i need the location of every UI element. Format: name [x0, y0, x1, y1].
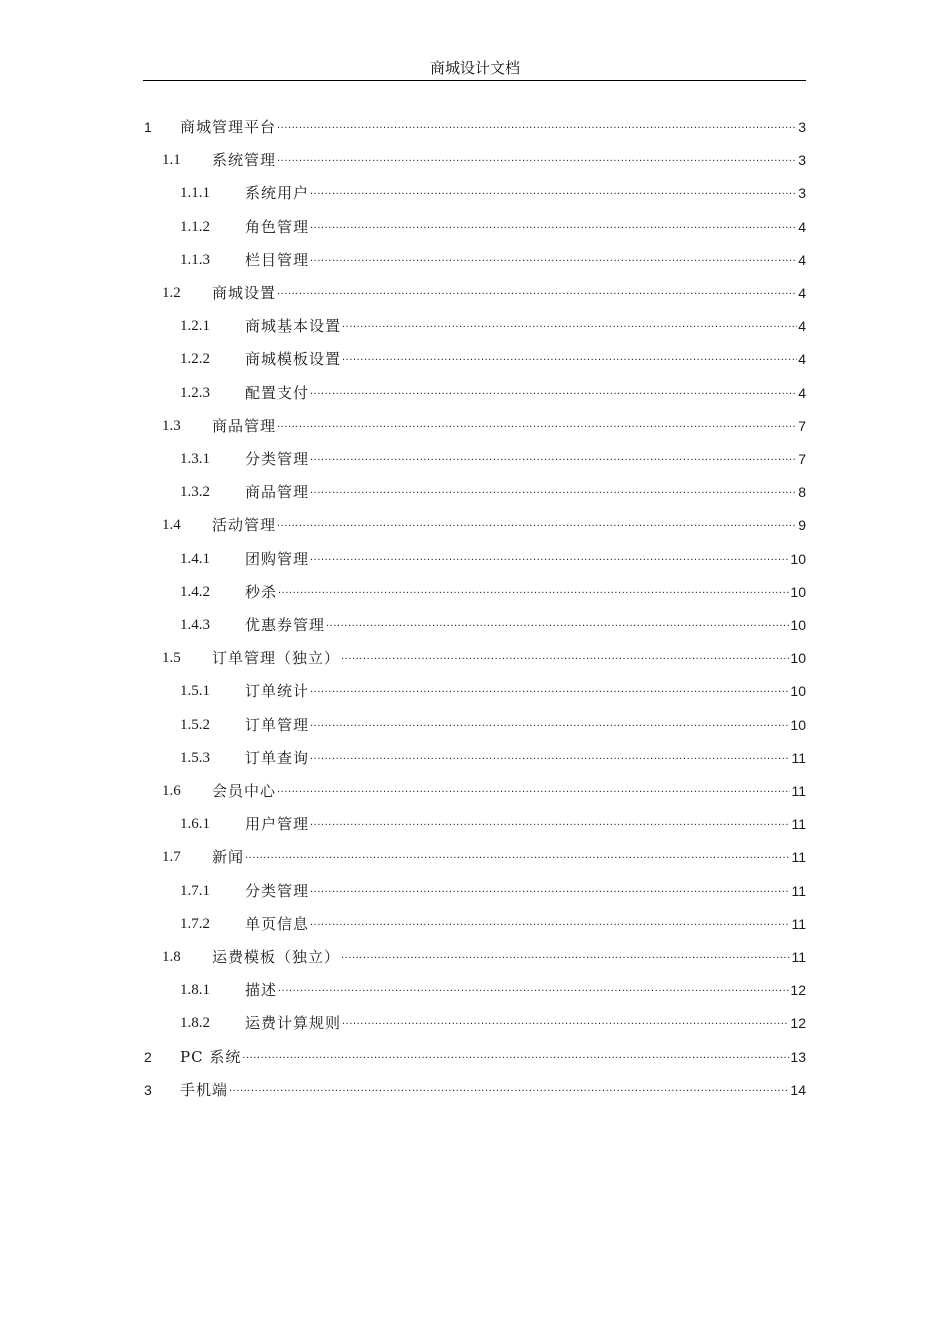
toc-entry-number: 1.2.3: [180, 384, 210, 401]
toc-entry-page-number: 9: [798, 516, 806, 533]
toc-dot-leader: [310, 814, 790, 834]
toc-dot-leader: [310, 748, 790, 768]
header-divider: [143, 80, 806, 81]
toc-entry[interactable]: [144, 110, 806, 143]
toc-entry-number: 1.4.1: [180, 550, 210, 567]
toc-entry-page-number: 11: [791, 948, 806, 965]
toc-entry-number: 1.2.2: [180, 350, 210, 367]
toc-entry-title: PC 系统: [180, 1047, 242, 1066]
toc-entry[interactable]: [180, 176, 806, 209]
toc-entry-title: 订单管理: [245, 715, 310, 734]
toc-entry-page-number: 11: [791, 848, 806, 865]
toc-entry-title: 系统管理: [212, 150, 277, 169]
toc-entry-title: 角色管理: [245, 217, 310, 236]
toc-dot-leader: [310, 914, 790, 934]
toc-entry-page-number: 10: [790, 682, 806, 699]
toc-entry[interactable]: [180, 708, 806, 741]
toc-dot-leader: [342, 1013, 789, 1033]
toc-entry-page-number: 7: [798, 417, 806, 434]
toc-entry-page-number: 11: [791, 749, 806, 766]
toc-entry-page-number: 4: [798, 350, 806, 367]
toc-dot-leader: [277, 117, 797, 137]
toc-entry[interactable]: [180, 342, 806, 375]
toc-dot-leader: [310, 250, 797, 270]
toc-entry-page-number: 10: [790, 616, 806, 633]
toc-entry-page-number: 11: [791, 915, 806, 932]
toc-entry-page-number: 11: [791, 882, 806, 899]
toc-entry-page-number: 11: [791, 815, 806, 832]
toc-entry-page-number: 10: [790, 583, 806, 600]
toc-entry-page-number: 12: [790, 981, 806, 998]
toc-dot-leader: [341, 648, 789, 668]
toc-entry[interactable]: [162, 143, 806, 176]
toc-entry-title: 运费模板（独立）: [212, 947, 341, 966]
toc-entry-title: 分类管理: [245, 449, 310, 468]
toc-entry[interactable]: [162, 276, 806, 309]
toc-dot-leader: [229, 1080, 789, 1100]
toc-dot-leader: [277, 416, 797, 436]
toc-dot-leader: [242, 1047, 789, 1067]
toc-entry[interactable]: [180, 1006, 806, 1039]
toc-entry-title: 运费计算规则: [245, 1013, 342, 1032]
toc-entry-title: 系统用户: [245, 183, 310, 202]
toc-entry-page-number: 10: [790, 716, 806, 733]
toc-entry-title: 商城管理平台: [180, 117, 277, 136]
toc-entry[interactable]: [180, 575, 806, 608]
toc-entry-page-number: 3: [798, 151, 806, 168]
toc-entry-page-number: 10: [790, 550, 806, 567]
toc-dot-leader: [342, 316, 797, 336]
toc-dot-leader: [310, 881, 790, 901]
toc-entry-page-number: 10: [790, 649, 806, 666]
toc-entry-title: 商品管理: [245, 482, 310, 501]
toc-dot-leader: [310, 183, 797, 203]
toc-entry[interactable]: [180, 442, 806, 475]
toc-entry-page-number: 4: [798, 384, 806, 401]
toc-dot-leader: [277, 515, 797, 535]
toc-entry-number: 1.8.1: [180, 981, 210, 998]
toc-entry-number: 1.6: [162, 782, 181, 799]
toc-entry-number: 1.5.1: [180, 682, 210, 699]
toc-entry[interactable]: [144, 1073, 806, 1106]
toc-entry-number: 1.2: [162, 284, 181, 301]
toc-entry-title: 订单管理（独立）: [212, 648, 341, 667]
toc-dot-leader: [326, 615, 789, 635]
toc-entry-number: 3: [144, 1081, 152, 1098]
toc-entry-title: 优惠券管理: [245, 615, 326, 634]
toc-dot-leader: [310, 449, 797, 469]
toc-entry-number: 1.3: [162, 417, 181, 434]
toc-entry[interactable]: [180, 309, 806, 342]
toc-dot-leader: [277, 283, 797, 303]
toc-entry[interactable]: [144, 1040, 806, 1073]
toc-entry-number: 1.4.2: [180, 583, 210, 600]
toc-entry-page-number: 4: [798, 284, 806, 301]
toc-entry-number: 1.1.3: [180, 251, 210, 268]
toc-entry-number: 1.1.2: [180, 218, 210, 235]
toc-entry-number: 1.1.1: [180, 184, 210, 201]
toc-entry[interactable]: [162, 774, 806, 807]
toc-entry-page-number: 4: [798, 317, 806, 334]
toc-dot-leader: [310, 715, 789, 735]
toc-entry-page-number: 11: [791, 782, 806, 799]
toc-entry-title: 商城基本设置: [245, 316, 342, 335]
toc-entry-title: 新闻: [212, 847, 245, 866]
toc-entry[interactable]: [162, 409, 806, 442]
toc-entry-number: 1.3.2: [180, 483, 210, 500]
toc-dot-leader: [278, 980, 789, 1000]
toc-entry-number: 1.8: [162, 948, 181, 965]
toc-entry[interactable]: [162, 641, 806, 674]
toc-dot-leader: [310, 383, 797, 403]
toc-entry-page-number: 7: [798, 450, 806, 467]
toc-entry-number: 1.5: [162, 649, 181, 666]
toc-entry-page-number: 14: [790, 1081, 806, 1098]
toc-entry-number: 1: [144, 118, 152, 135]
toc-entry-number: 1.6.1: [180, 815, 210, 832]
toc-entry-title: 订单统计: [245, 681, 310, 700]
toc-dot-leader: [245, 847, 790, 867]
toc-entry-title: 栏目管理: [245, 250, 310, 269]
toc-entry[interactable]: [180, 741, 806, 774]
toc-entry[interactable]: [162, 840, 806, 873]
toc-entry-page-number: 8: [798, 483, 806, 500]
toc-entry[interactable]: [180, 674, 806, 707]
toc-dot-leader: [341, 947, 790, 967]
toc-entry-title: 订单查询: [245, 748, 310, 767]
toc-entry-title: 配置支付: [245, 383, 310, 402]
toc-entry-page-number: 13: [790, 1048, 806, 1065]
toc-entry-number: 1.4: [162, 516, 181, 533]
toc-entry-page-number: 4: [798, 251, 806, 268]
toc-entry[interactable]: [180, 874, 806, 907]
toc-entry-title: 描述: [245, 980, 278, 999]
toc-entry-title: 活动管理: [212, 515, 277, 534]
page-header-title: 商城设计文档: [429, 59, 520, 77]
toc-entry-number: 1.2.1: [180, 317, 210, 334]
toc-entry-title: 会员中心: [212, 781, 277, 800]
toc-entry-title: 手机端: [180, 1080, 229, 1099]
toc-entry-title: 商品管理: [212, 416, 277, 435]
toc-dot-leader: [277, 150, 797, 170]
toc-dot-leader: [277, 781, 790, 801]
toc-entry-title: 用户管理: [245, 814, 310, 833]
toc-entry-title: 商城设置: [212, 283, 277, 302]
toc-entry[interactable]: [180, 907, 806, 940]
toc-entry-title: 商城模板设置: [245, 349, 342, 368]
toc-entry-page-number: 12: [790, 1014, 806, 1031]
toc-entry-title: 秒杀: [245, 582, 278, 601]
toc-entry[interactable]: [180, 807, 806, 840]
toc-dot-leader: [310, 482, 797, 502]
toc-entry-number: 1.1: [162, 151, 181, 168]
toc-dot-leader: [310, 217, 797, 237]
toc-entry[interactable]: [180, 542, 806, 575]
toc-entry[interactable]: [180, 376, 806, 409]
toc-entry-number: 2: [144, 1048, 152, 1065]
toc-dot-leader: [310, 549, 789, 569]
toc-entry[interactable]: [180, 243, 806, 276]
toc-entry-number: 1.7.2: [180, 915, 210, 932]
toc-entry[interactable]: [162, 940, 806, 973]
toc-entry-page-number: 3: [798, 118, 806, 135]
toc-entry[interactable]: [180, 475, 806, 508]
toc-entry-title: 单页信息: [245, 914, 310, 933]
toc-entry-number: 1.8.2: [180, 1014, 210, 1031]
toc-entry[interactable]: [162, 508, 806, 541]
toc-entry-number: 1.4.3: [180, 616, 210, 633]
toc-entry-number: 1.7: [162, 848, 181, 865]
toc-dot-leader: [278, 582, 789, 602]
toc-entry-page-number: 4: [798, 218, 806, 235]
toc-dot-leader: [310, 681, 789, 701]
toc-entry-title: 分类管理: [245, 881, 310, 900]
toc-entry-number: 1.3.1: [180, 450, 210, 467]
toc-entry-title: 团购管理: [245, 549, 310, 568]
toc-entry[interactable]: [180, 608, 806, 641]
toc-entry-number: 1.7.1: [180, 882, 210, 899]
toc-entry-number: 1.5.2: [180, 716, 210, 733]
toc-dot-leader: [342, 349, 797, 369]
toc-entry-number: 1.5.3: [180, 749, 210, 766]
toc-entry-page-number: 3: [798, 184, 806, 201]
toc-entry[interactable]: [180, 973, 806, 1006]
toc-entry[interactable]: [180, 210, 806, 243]
